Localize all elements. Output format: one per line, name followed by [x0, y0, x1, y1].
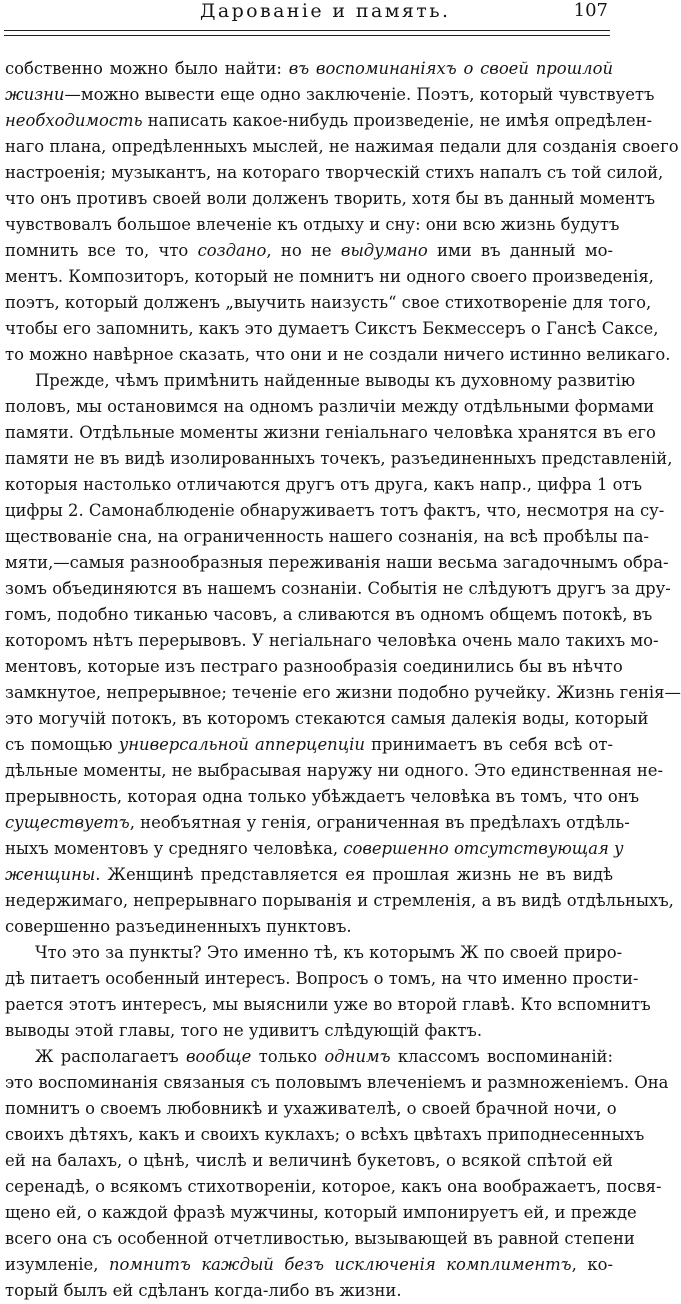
text-line — [5, 108, 653, 134]
text-run: помнитъ о своемъ любовникѣ и ухаживателѣ, о своей брачной ночи, о — [5, 1099, 617, 1118]
text-run: это воспоминанія связаныя съ половымъ влеченіемъ и размноженіемъ. Она — [5, 1073, 669, 1092]
italic-run: женщины — [5, 865, 96, 884]
text-run: съ помощью — [5, 735, 119, 754]
body-text — [5, 56, 681, 1304]
text-line — [5, 888, 674, 914]
text-line — [5, 290, 652, 316]
text-line — [5, 836, 624, 862]
text-line — [5, 1252, 613, 1278]
text-line — [5, 992, 651, 1018]
text-line — [5, 784, 640, 810]
text-run: недержимаго, непрерывнаго порыванія и стремленія, а въ видѣ отдѣльныхъ, — [5, 891, 674, 910]
text-line — [5, 732, 613, 758]
text-line — [5, 602, 653, 628]
text-line — [5, 394, 655, 420]
text-line — [5, 914, 613, 940]
text-run: замкнутое, непрерывное; теченіе его жизни подобно ручейку. Жизнь генія— — [5, 683, 681, 702]
text-run: ществованіе сна, на ограниченность нашего сознанія, на всѣ пробѣлы па- — [5, 527, 650, 546]
text-line — [5, 862, 613, 888]
italic-run: существуетъ — [5, 813, 130, 832]
text-run: Что это за пункты? Это именно тѣ, къ которымъ Ж по своей приро- — [35, 943, 623, 962]
paragraph — [5, 1044, 669, 1304]
italic-run: въ воспоминаніяхъ о своей прошлой — [288, 59, 614, 78]
text-run: изумленіе, — [5, 1255, 109, 1274]
text-run: цифры 2. Самонаблюденіе обнаруживаетъ тотъ фактъ, что, несмотря на су- — [5, 501, 665, 520]
text-line — [5, 1200, 637, 1226]
text-run: то можно навѣрное сказать, что они и не создали ничего истинно великаго. — [5, 345, 671, 364]
text-run: всего она съ особенной отчетливостью, вызывающей въ равной степени — [5, 1229, 635, 1248]
text-run: , необъятная у генія, ограниченная въ предѣлахъ отдѣль- — [129, 813, 630, 832]
text-run: зомъ объединяются въ нашемъ сознаніи. Событія не слѣдуютъ другъ за дру- — [5, 579, 671, 598]
text-run: прерывность, которая одна только убѣждаетъ человѣка въ томъ, что онъ — [5, 787, 640, 806]
text-run: торый былъ ей сдѣланъ когда-либо въ жизни. — [5, 1281, 402, 1300]
text-line — [5, 966, 639, 992]
text-run: которыя настолько отличаются другъ отъ друга, какъ напр., цифра 1 отъ — [5, 475, 643, 494]
paragraph — [5, 56, 679, 368]
text-line — [5, 940, 623, 966]
text-run: дѣ питаетъ особенный интересъ. Вопросъ о томъ, на что именно прости- — [5, 969, 639, 988]
paragraph — [5, 940, 651, 1044]
text-line — [5, 1148, 613, 1174]
header-rule-bottom — [4, 35, 610, 36]
text-line — [5, 680, 681, 706]
text-run: которомъ нѣтъ перерывовъ. У негіальнаго человѣка очень мало такихъ мо- — [5, 631, 659, 650]
text-run: памяти не въ видѣ изолированныхъ точекъ, разъединенныхъ представленій, — [5, 449, 673, 468]
text-line — [5, 1018, 613, 1044]
text-line — [5, 1174, 662, 1200]
text-line — [5, 628, 659, 654]
text-run: своихъ дѣтяхъ, какъ и своихъ куклахъ; о всѣхъ цвѣтахъ приподнесенныхъ — [5, 1125, 645, 1144]
text-line — [5, 342, 671, 368]
text-run: , ко- — [571, 1255, 613, 1274]
italic-run: универсальной апперцепціи — [118, 735, 365, 754]
text-run: ментъ. Композиторъ, который не помнитъ ни одного своего произведенія, — [5, 267, 654, 286]
text-line — [5, 758, 664, 784]
text-run: дѣльные моменты, не выбрасывая наружу ни одного. Это единственная не- — [5, 761, 664, 780]
text-run: написать какое-нибудь произведеніе, не имѣя опредѣлен- — [142, 111, 653, 130]
text-run: классомъ воспоминаній: — [390, 1047, 614, 1066]
italic-run: создано — [197, 241, 267, 260]
text-run: собственно можно было найти: — [5, 59, 289, 78]
text-line — [5, 264, 654, 290]
text-line — [5, 810, 630, 836]
text-run: мяти,—самыя разнообразныя переживанія наши весьма загадочнымъ обра- — [5, 553, 669, 572]
text-line — [5, 1070, 669, 1096]
text-line — [5, 1278, 613, 1304]
text-line — [5, 368, 636, 394]
text-run: настроенія; музыкантъ, на котораго творческій стихъ напалъ съ той силой, — [5, 163, 664, 182]
text-run: Ж располагаетъ — [35, 1047, 186, 1066]
italic-run: помнитъ каждый безъ исключенія комплиментъ — [109, 1255, 572, 1274]
text-line — [5, 1122, 645, 1148]
text-line — [5, 160, 664, 186]
text-line — [5, 134, 679, 160]
text-line — [5, 1226, 635, 1252]
text-run: поэтъ, который долженъ „выучить наизусть“ свое стихотвореніе для того, — [5, 293, 652, 312]
text-run: совершенно разъединенныхъ пунктовъ. — [5, 917, 352, 936]
text-line — [5, 186, 656, 212]
text-run: Прежде, чѣмъ примѣнить найденные выводы къ духовному развитію — [35, 371, 636, 390]
text-run: серенадѣ, о всякомъ стихотвореніи, которое, какъ она воображаетъ, посвя- — [5, 1177, 662, 1196]
paragraph — [5, 368, 681, 940]
text-run: ментовъ, которые изъ пестраго разнообразія соединились бы въ нѣчто — [5, 657, 623, 676]
text-run: памяти. Отдѣльные моменты жизни геніальнаго человѣка хранятся въ его — [5, 423, 656, 442]
text-run: это могучій потокъ, въ которомъ стекаются самыя далекія воды, который — [5, 709, 649, 728]
text-run: ей на балахъ, о цѣнѣ, числѣ и величинѣ букетовъ, о всякой спѣтой ей — [5, 1151, 613, 1170]
text-line — [5, 1044, 613, 1070]
text-run: рается этотъ интересъ, мы выяснили уже во второй главѣ. Кто вспомнитъ — [5, 995, 651, 1014]
text-run: ими въ данный мо- — [427, 241, 614, 260]
italic-run: вообще — [186, 1047, 252, 1066]
text-run: чувствовалъ большое влеченіе къ отдыху и сну: они всю жизнь будутъ — [5, 215, 620, 234]
text-run: что онъ противъ своей воли долженъ творить, хотя бы въ данный моментъ — [5, 189, 656, 208]
text-run: гомъ, подобно тиканью часовъ, а сливаются въ одномъ общемъ потокѣ, въ — [5, 605, 653, 624]
text-run: только — [251, 1047, 325, 1066]
text-line — [5, 472, 643, 498]
text-run: —можно вывести еще одно заключеніе. Поэтъ, который чувствуетъ — [64, 85, 655, 104]
italic-run: выдумано — [340, 241, 428, 260]
text-run: наго плана, опредѣленныхъ мыслей, не нажимая педали для созданія своего — [5, 137, 679, 156]
text-run: . Женщинѣ представляется ея прошлая жизнь не въ видѣ — [95, 865, 613, 884]
text-run: половъ, мы остановимся на одномъ различіи между отдѣльными формами — [5, 397, 655, 416]
text-run: помнить все то, что — [5, 241, 198, 260]
italic-run: совершенно отсутствующая у — [343, 839, 624, 858]
text-run: принимаетъ въ себя всѣ от- — [364, 735, 614, 754]
page-number: 107 — [573, 0, 608, 21]
text-line — [5, 550, 669, 576]
text-line — [5, 498, 665, 524]
text-line — [5, 654, 623, 680]
text-line — [5, 524, 650, 550]
text-run: выводы этой главы, того не удивитъ слѣдующій фактъ. — [5, 1021, 483, 1040]
text-run: ныхъ моментовъ у средняго человѣка, — [5, 839, 344, 858]
italic-run: жизни — [5, 85, 65, 104]
text-run: чтобы его запомнить, какъ это думаетъ Сикстъ Бекмессеръ о Гансѣ Саксе, — [5, 319, 659, 338]
text-line — [5, 56, 613, 82]
text-line — [5, 706, 649, 732]
text-line — [5, 316, 659, 342]
text-run: , но не — [266, 241, 341, 260]
text-line — [5, 446, 673, 472]
text-run: щено ей, о каждой фразѣ мужчины, который импонируетъ ей, и прежде — [5, 1203, 637, 1222]
text-line — [5, 420, 656, 446]
text-line — [5, 82, 655, 108]
text-line — [5, 1096, 617, 1122]
text-line — [5, 238, 613, 264]
text-line — [5, 576, 671, 602]
text-line — [5, 212, 620, 238]
page-header — [0, 0, 612, 30]
italic-run: однимъ — [324, 1047, 391, 1066]
header-rule-top — [4, 30, 610, 31]
running-title: Дарованіе и память. — [200, 0, 451, 22]
italic-run: необходимость — [5, 111, 143, 130]
